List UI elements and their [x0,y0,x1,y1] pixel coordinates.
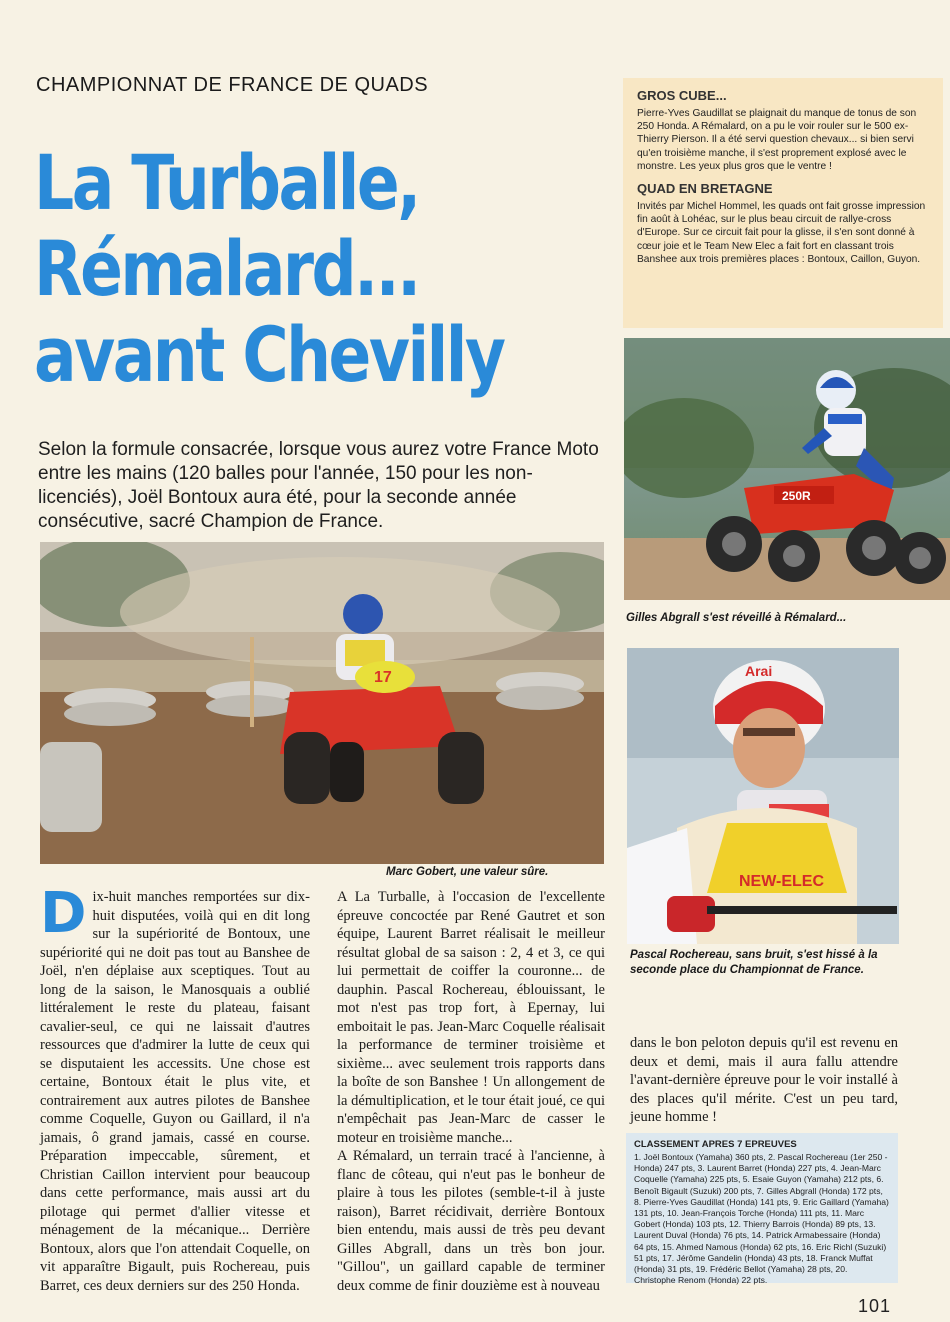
ranking-title: CLASSEMENT APRES 7 EPREUVES [634,1139,797,1150]
body-column-2-para-1: A La Turballe, à l'occasion de l'excellente épreuve concoctée par René Gautret et son équipe, Laurent Barret réalisait le meilleur résultat global de sa saison : 2, 4 et 3, ce qui lui permettait de coiffer la couronne... de dauphin. Pascal Rochereau, éblouissant, le mot n'est pas trop fort, à Epernay, lui emboitait le pas. Jean-Marc Coquelle réalisait la performance de terminer troisième et sixième... avec seulement trois rapports dans la boîte de son Banshee ! Un allongement de la démultiplication, et le tour était joué, ce qui n'empêchait pas Jean-Marc de casser le moteur en troisième manche... [337,889,605,1146]
photo-pascal-rochereau [627,648,899,944]
photo-jersey-logo: NEW-ELEC [739,873,825,890]
sidebar-box [623,78,943,328]
headline-line-2: Rémalard... [34,224,419,313]
ranking-box [626,1133,898,1286]
body-column-2-para-2: A Rémalard, un terrain tracé à l'ancienne, à flanc de côteau, qui n'eut pas le bonheur de plaire à tous les pilotes (semble-t-il à juste raison), Barret récidivait, derrière Bontoux bien entendu, mais aussi de très peu devant Gilles Abgrall, dans un très bon jour. "Gillou", un gaillard capable de terminer deux comme de finir douzième est à nouveau [337,1148,605,1294]
caption-marc-gobert: Marc Gobert, une valeur sûre. [386,866,549,878]
body-column-1-text: ix-huit manches remportées sur dix-huit disputées, voilà qui en dit long sur la supériorité de Bontoux, une supériorité qui ne doit pas tout au Banshee de Joël, n'en déplaise aux sceptiques. Tout au long de la saison, le Manosquais a oublié littéralement le reste du plateau, faisant cavalier-seul, ce qui ne laissait d'autres ressources que d'admirer la lutte de ceux qui se disputaient les accessits. Une chose est certaine, Bontoux était le plus vite, et contrairement aux autres pilotes de Banshee comme Coquelle, Guyon ou Gaillard, il n'a jamais, ô grand jamais, cassé en course. Préparation impeccable, sûrement, et Christian Caillon intervient pour beaucoup dans cette performance, mais aussi art du pilotage qui permet d'allier vitesse et ménagement de la mécanique... Derrière Bontoux, alors que l'on attendait Coquelle, on vit apparaître Bigault, puis Rochereau, puis Barret, ces deux derniers sur des 250 Honda. [40,889,310,1294]
ranking-text: 1. Joël Bontoux (Yamaha) 360 pts, 2. Pascal Rochereau (1er 250 - Honda) 247 pts, 3. Laurent Barret (Honda) 227 pts, 4. Jean-Marc Coquelle (Yamaha) 225 pts, 5. Esaie Guyon (Yamaha) 212 pts, 6. Benoît Bigault (Suzuki) 200 pts, 7. Gilles Abgrall (Honda) 172 pts, 8. Pierre-Yves Gaudillat (Honda) 141 pts, 9. Eric Gaillard (Yamaha) 131 pts, 10. Jean-François Torche (Honda) 111 pts, 11. Marc Gobert (Honda) 103 pts, 12. Thierry Barrois (Honda) 89 pts, 13. Laurent Duval (Honda) 76 pts, 14. Patrick Armabessaire (Honda) 64 pts, 15. Ahmed Namous (Honda) 62 pts, 16. Eric Richl (Suzuki) 51 pts, 17. Jérôme Gandelin (Honda) 43 pts, 18. Franck Muffat (Honda) 31 pts, 19. Frédéric Bellot (Yamaha) 28 pts, 20. Christophe Renom (Honda) 22 pts. [634,1152,889,1286]
page-number: 101 [858,1296,892,1316]
photo-bib-number: 17 [374,669,392,686]
photo-gilles-abgrall [624,338,950,600]
body-column-2 [337,888,605,1295]
photo-helmet-brand: Arai [745,663,773,679]
body-column-3: dans le bon peloton depuis qu'il est revenu en deux et demi, mais il aura fallu attendre l'avant-dernière épreuve pour le voir installé à des places qu'il mérite. C'est un peu tard, jeune homme ! [630,1035,898,1125]
headline-line-1: La Turballe, [34,138,419,227]
body-column-1 [40,881,310,1295]
caption-pascal-rochereau: Pascal Rochereau, sans bruit, s'est hissé à la seconde place du Championnat de France. [630,949,878,976]
article-headline [34,140,515,398]
photo-quad-label: 250R [782,489,811,503]
sidebar-text-2: Invités par Michel Hommel, les quads ont fait grosse impression fin août à Lohéac, sur le plus beau circuit de rallye-cross d'Europe. Sur ce circuit fait pour la glisse, il s'en sont donné à cœur joie et le Team New Elec a fait fort en classant trois Banshee aux trois premières places : Bontoux, Caillon, Guyon. [637,201,926,265]
headline-line-3: avant Chevilly [34,310,504,399]
drop-cap: D [40,881,87,946]
sidebar-title-2: QUAD EN BRETAGNE [637,181,773,197]
photo-marc-gobert [40,542,604,864]
sidebar-title-1: GROS CUBE... [637,88,727,103]
caption-gilles-abgrall: Gilles Abgrall s'est réveillé à Rémalard... [626,612,847,624]
sidebar-text-1: Pierre-Yves Gaudillat se plaignait du manque de tonus de son 250 Honda. A Rémalard, on a pu le voir rouler sur le 500 ex-Thierry Pierson. Il a été servi question chevaux... si bien servi qu'en troisième manche, il s'est proprement explosé avec le monstre. Les yeux plus gros que le ventre ! [637,108,917,172]
lead-paragraph: Selon la formule consacrée, lorsque vous aurez votre France Moto entre les mains (120 balles pour l'année, 150 pour les non-licenciés), Joël Bontoux aura été, pour la seconde année consécutive, sacré Champion de France. [38,439,599,532]
section-rubric: CHAMPIONNAT DE FRANCE DE QUADS [36,74,429,96]
